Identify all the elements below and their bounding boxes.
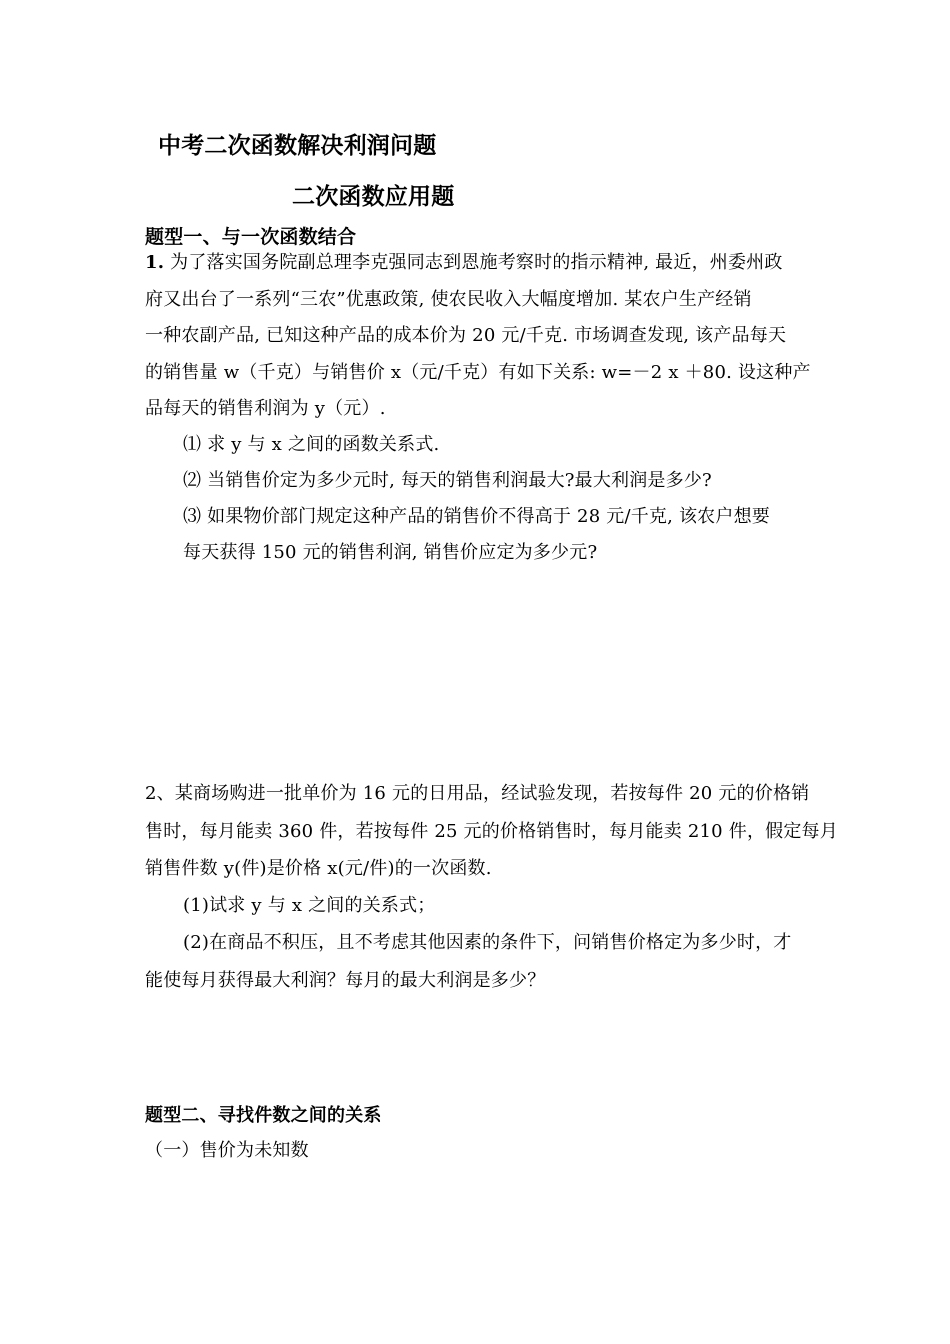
question-1-line: 一种农副产品, 已知这种产品的成本价为 20 元/千克. 市场调查发现, 该产品每天 bbox=[145, 325, 787, 346]
question-1-number: 1. bbox=[145, 252, 165, 273]
question-1-line: 府又出台了一系列“三农”优惠政策, 使农民收入大幅度增加. 某农户生产经销 bbox=[145, 289, 752, 310]
question-1-part-3-cont: 每天获得 150 元的销售利润, 销售价应定为多少元? bbox=[183, 542, 598, 563]
section-2-subheading: （一）售价为未知数 bbox=[145, 1140, 309, 1161]
question-1-line: 品每天的销售利润为 y（元）. bbox=[145, 398, 386, 419]
document-title: 中考二次函数解决利润问题 bbox=[158, 133, 437, 159]
question-1-text: 为了落实国务院副总理李克强同志到恩施考察时的指示精神, 最近，州委州政 bbox=[164, 252, 783, 273]
question-2-line: 销售件数 y(件)是价格 x(元/件)的一次函数. bbox=[145, 858, 492, 879]
question-1-line: 的销售量 w（千克）与销售价 x（元/千克）有如下关系: w=－2 x ＋80. 设这种产 bbox=[145, 362, 811, 383]
question-1-part-1: ⑴ 求 y 与 x 之间的函数关系式. bbox=[183, 434, 440, 455]
question-2-part-1: (1)试求 y 与 x 之间的关系式； bbox=[183, 895, 436, 916]
question-2-part-2: (2)在商品不积压，且不考虑其他因素的条件下，问销售价格定为多少时，才 bbox=[183, 932, 792, 953]
question-2-part-2-cont: 能使每月获得最大利润？每月的最大利润是多少？ bbox=[145, 970, 546, 991]
question-2-line: 2、某商场购进一批单价为 16 元的日用品，经试验发现，若按每件 20 元的价格销 bbox=[145, 783, 810, 804]
question-1-part-2: ⑵ 当销售价定为多少元时, 每天的销售利润最大?最大利润是多少? bbox=[183, 470, 712, 491]
section-1-heading: 题型一、与一次函数结合 bbox=[145, 226, 357, 248]
section-2-heading: 题型二、寻找件数之间的关系 bbox=[145, 1105, 382, 1126]
document-subtitle: 二次函数应用题 bbox=[292, 184, 455, 210]
question-1-part-3: ⑶ 如果物价部门规定这种产品的销售价不得高于 28 元/千克, 该农户想要 bbox=[183, 506, 770, 527]
question-2-line: 售时，每月能卖 360 件，若按每件 25 元的价格销售时，每月能卖 210 件，假定每月 bbox=[145, 821, 838, 842]
question-1-line bbox=[145, 251, 783, 275]
